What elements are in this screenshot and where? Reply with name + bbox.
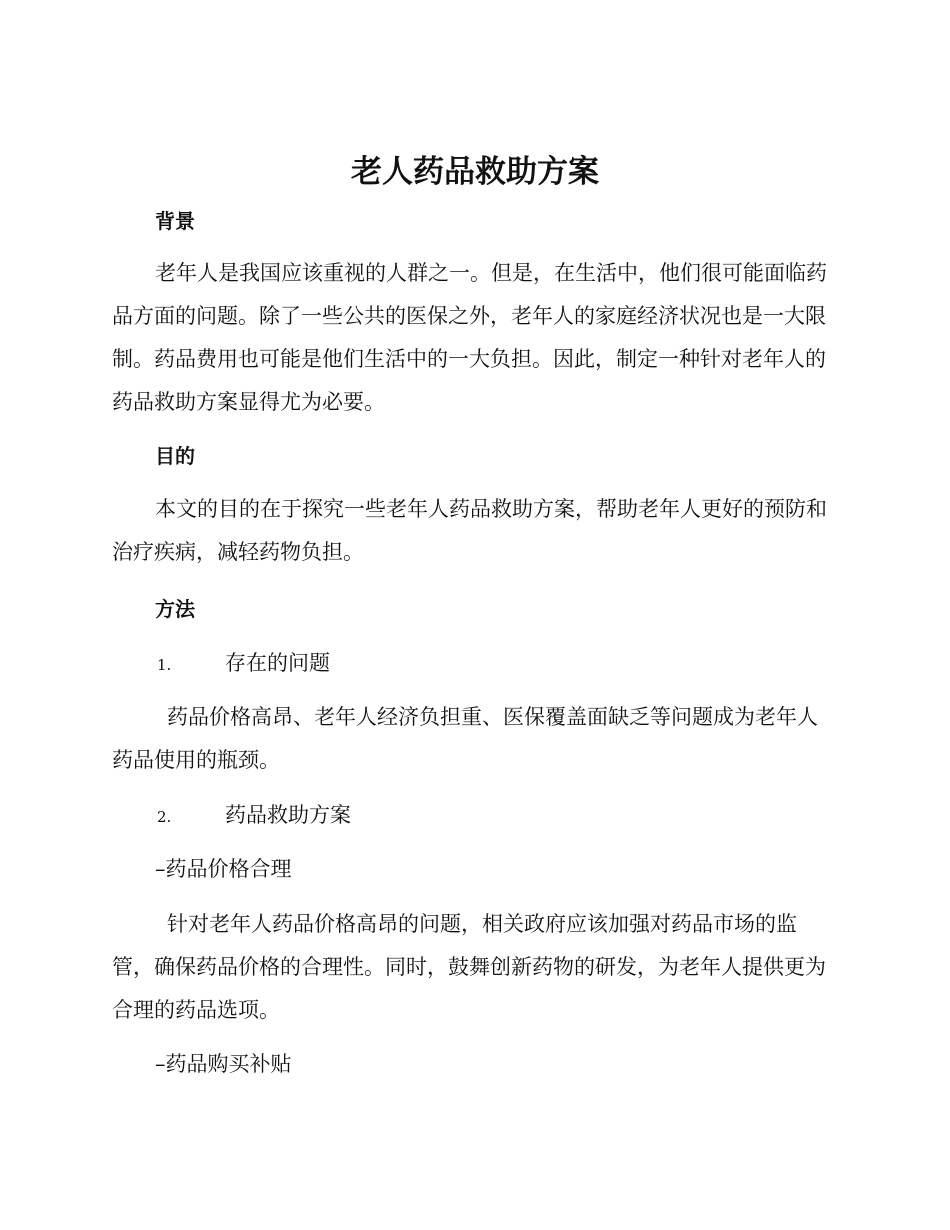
section-heading-background: 背景 <box>155 209 195 233</box>
list-number: 2. <box>157 808 172 826</box>
problems-paragraph: 药品价格高昂、老年人经济负担重、医保覆盖面缺乏等问题成为老年人药品使用的瓶颈。 <box>112 705 818 772</box>
price-paragraph: 针对老年人药品价格高昂的问题，相关政府应该加强对药品市场的监管，确保药品价格的合理性。同时，鼓舞创新药物的研发，为老年人提供更为合理的药品选项。 <box>112 912 826 1022</box>
sub-item-subsidy: –药品购买补贴 <box>155 1052 292 1076</box>
list-label: 存在的问题 <box>225 651 330 675</box>
background-paragraph: 老年人是我国应该重视的人群之一。但是，在生活中，他们很可能面临药品方面的问题。除了一些公共的医保之外，老年人的家庭经济状况也是一大限制。药品费用也可能是他们生活中的一大负担。因此，制定一种针对老年人的药品救助方案显得尤为必要。 <box>112 261 827 414</box>
purpose-paragraph: 本文的目的在于探究一些老年人药品救助方案，帮助老年人更好的预防和治疗疾病，减轻药物负担。 <box>112 497 827 564</box>
section-heading-purpose: 目的 <box>155 444 195 468</box>
list-item-2 <box>157 800 351 832</box>
section-heading-method: 方法 <box>155 597 195 621</box>
document-title: 老人药品救助方案 <box>351 154 599 190</box>
list-item-1 <box>157 648 330 680</box>
sub-item-price: –药品价格合理 <box>155 857 292 881</box>
list-label: 药品救助方案 <box>225 803 351 827</box>
list-number: 1. <box>157 656 172 674</box>
